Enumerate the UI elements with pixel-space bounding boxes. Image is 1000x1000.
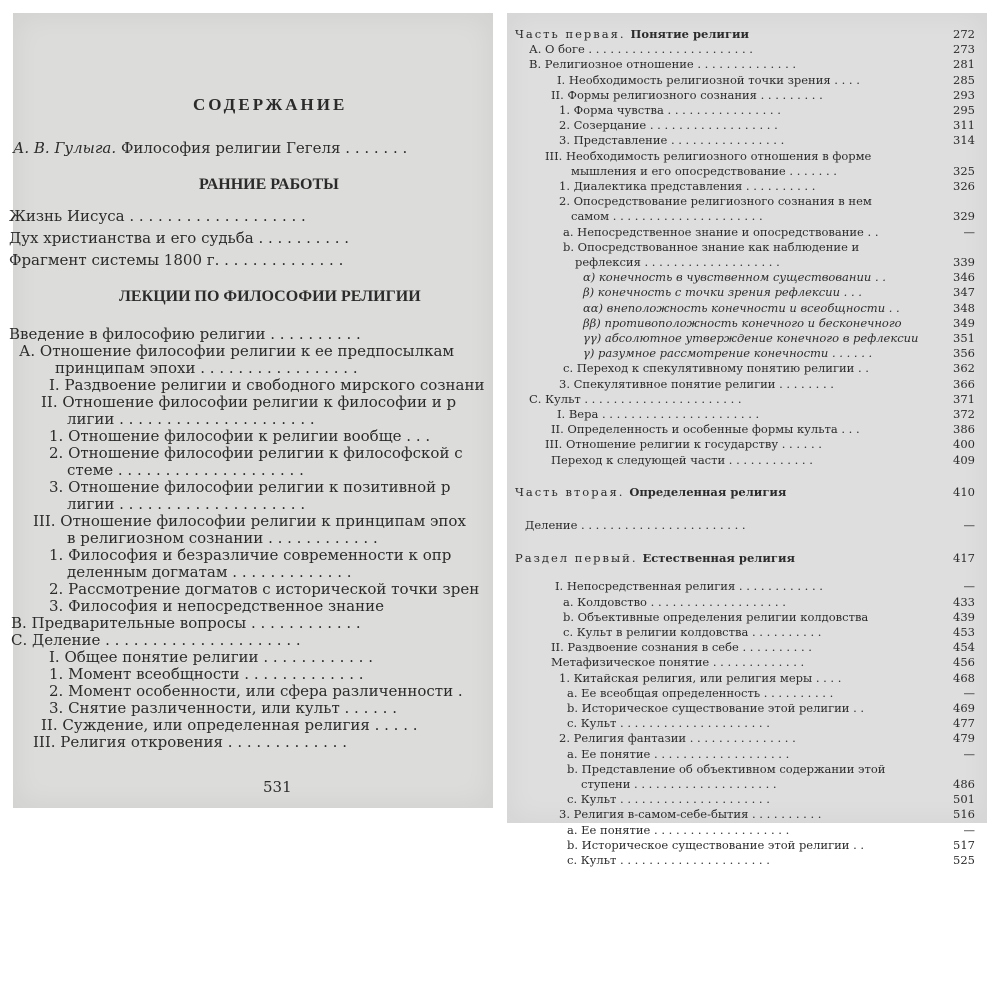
toc-row-text: стеме . . . . . . . . . . . . . . . . . . . . [67,461,304,479]
toc-row [507,73,987,88]
author-line [13,139,407,157]
toc-row-text: γγ) абсолютное утверждение конечного в рефлексии [583,331,919,345]
toc-row [507,610,987,625]
toc-row [507,731,987,746]
toc-row [13,700,493,717]
toc-row-text: β) конечность с точки зрения рефлексии . . . [583,285,862,300]
toc-row-text: деленным догматам . . . . . . . . . . . . . [67,563,352,581]
toc-row [507,437,987,452]
toc-row-text: 2. Рассмотрение догматов с исторической точки зрен [49,580,480,598]
toc-row [507,485,987,500]
toc-page-number: 351 [953,331,975,345]
toc-row [13,530,493,547]
toc-row-text: С. Культ . . . . . . . . . . . . . . . . . . . . . . [529,391,742,406]
toc-page-number: 347 [953,285,975,300]
toc-page-number: 525 [953,853,975,867]
toc-page-number: 339 [953,255,975,269]
toc-page-number: 479 [953,731,975,746]
toc-row [9,229,493,247]
toc-row [507,225,987,240]
toc-row-text: 1. Форма чувства . . . . . . . . . . . . . . . . [559,103,781,117]
toc-row [507,838,987,853]
toc-page-number: — [963,746,975,761]
toc-page-number: 400 [953,437,975,452]
toc-row-text: 3. Религия в-самом-себе-бытия . . . . . . . . . . [559,807,822,822]
toc-page-number: 477 [953,716,975,731]
toc-row [13,496,493,513]
toc-row [507,179,987,194]
toc-row [507,164,987,179]
toc-page-number: 348 [953,300,975,315]
toc-row-text: самом . . . . . . . . . . . . . . . . . . . . . [571,209,763,224]
toc-page-number: 356 [953,346,975,361]
toc-row [507,747,987,762]
toc-row-text: 3. Отношение философии религии к позитивной р [49,478,451,496]
toc-page-number: 272 [953,27,975,41]
part-title: Естественная религия [642,551,795,565]
toc-row [507,133,987,148]
toc-row-text: 2. Момент особенности, или сфера различенности . [49,682,463,700]
toc-row-text: II. Раздвоение сознания в себе . . . . . . . . . . [551,640,812,655]
toc-row-text: b. Историческое существование этой религии . . [567,701,865,715]
toc-page-number: 371 [953,391,975,406]
toc-row [507,453,987,468]
toc-row [507,42,987,57]
toc-row-text: мышления и его опосредствование . . . . . . . [571,163,837,178]
toc-row [507,316,987,331]
toc-page-number: 516 [953,807,975,822]
page-number: 531 [263,778,292,796]
toc-row-text [515,551,795,565]
toc-row [9,251,493,269]
toc-page-number: 346 [953,270,975,285]
toc-row [507,240,987,255]
toc-row-text: I. Вера . . . . . . . . . . . . . . . . . . . . . . [557,407,760,421]
toc-row [507,716,987,731]
toc-row [507,392,987,407]
toc-row [13,632,493,649]
toc-row-text: III. Необходимость религиозного отношения в форме [545,148,872,163]
toc-row-text: ступени . . . . . . . . . . . . . . . . . . . . [581,777,777,791]
toc-row-text: 1. Китайская религия, или религия меры . . . . [559,670,842,685]
toc-row [13,666,493,683]
toc-row-text: a. Ее всеобщая определенность . . . . . . . . . . [567,685,834,700]
toc-row-text: 1. Отношение философии к религии вообще . . . [49,427,431,445]
toc-row [13,428,493,445]
toc-page-number: 349 [953,315,975,330]
early-works-title: РАННИЕ РАБОТЫ [199,176,339,193]
toc-row [507,407,987,422]
toc-row-text: 2. Религия фантазии . . . . . . . . . . . . . . . [559,731,796,746]
toc-page-number: 293 [953,87,975,102]
toc-row-text: Фрагмент системы 1800 г. . . . . . . . . . . . . . [9,251,344,269]
toc-row [13,479,493,496]
toc-page-number: 372 [953,407,975,421]
toc-row-text: γ) разумное рассмотрение конечности . . . . . . [583,346,873,361]
toc-row [507,792,987,807]
toc-page-number: 295 [953,103,975,117]
toc-page-number: 439 [953,609,975,624]
toc-page-number: — [963,518,975,533]
toc-row [507,209,987,224]
toc-row-text: рефлексия . . . . . . . . . . . . . . . . . . . [575,255,780,269]
toc-row-text: I. Непосредственная религия . . . . . . . . . . . . [555,579,823,594]
toc-page-number: 366 [953,376,975,391]
toc-row [507,149,987,164]
toc-row [507,823,987,838]
toc-row [507,671,987,686]
toc-row [13,377,493,394]
toc-row-text: Переход к следующей части . . . . . . . . . . . . [551,452,813,467]
toc-page-number: 501 [953,792,975,807]
toc-row-text: 3. Философия и непосредственное знание [49,597,384,615]
contents-heading: СОДЕРЖАНИЕ [193,95,348,114]
toc-row-text: b. Опосредствованное знание как наблюдение и [563,239,860,254]
toc-row-text: I. Раздвоение религии и свободного мирского сознани [49,376,485,394]
toc-row-text: 2. Опосредствование религиозного сознания в нем [559,194,872,209]
toc-row-text [515,485,786,499]
toc-row-text: b. Представление об объективном содержании этой [567,761,886,776]
toc-row-text: a. Непосредственное знание и опосредствование . . [563,224,879,239]
toc-row-text: принципам эпохи . . . . . . . . . . . . . . . . . [55,359,358,377]
toc-row-text: c. Культ в религии колдовства . . . . . . . . . . [563,625,822,639]
toc-row [507,88,987,103]
toc-row [507,686,987,701]
toc-row [13,615,493,632]
toc-page-number: 469 [953,701,975,715]
toc-row [13,717,493,734]
toc-row-text: 1. Философия и безразличие современности к опр [49,546,452,564]
toc-row [507,807,987,822]
lectures-title: ЛЕКЦИИ ПО ФИЛОСОФИИ РЕЛИГИИ [119,288,421,305]
toc-page-number: 386 [953,422,975,437]
toc-page-number: — [963,685,975,700]
toc-row-text [515,27,749,41]
toc-row-text: I. Общее понятие религии . . . . . . . . . . . . [49,648,373,666]
toc-row-text: c. Культ . . . . . . . . . . . . . . . . . . . . . [567,853,770,867]
toc-row [9,207,493,225]
toc-row [507,27,987,42]
toc-row [507,518,987,533]
toc-row-text: Метафизическое понятие . . . . . . . . . . . . . [551,655,805,670]
toc-row [507,361,987,376]
toc-row-text: лигии . . . . . . . . . . . . . . . . . . . . [67,495,306,513]
toc-row-text: c. Культ . . . . . . . . . . . . . . . . . . . . . [567,792,770,807]
toc-row [507,579,987,594]
toc-row [13,581,493,598]
toc-row-text: 1. Момент всеобщности . . . . . . . . . . . . . [49,665,364,683]
toc-row [507,422,987,437]
toc-row [13,513,493,530]
part-label: Часть первая. [515,27,626,41]
toc-page-number: 517 [953,837,975,852]
toc-page-number: 409 [953,452,975,467]
toc-row-text: 3. Представление . . . . . . . . . . . . . . . . [559,133,785,148]
toc-row-text: a. Ее понятие . . . . . . . . . . . . . . . . . . . [567,746,790,761]
toc-row-text: a. Колдовство . . . . . . . . . . . . . . . . . . . [563,594,786,609]
toc-page-number: 453 [953,625,975,639]
toc-row [13,598,493,615]
toc-row [507,655,987,670]
toc-page-number: 326 [953,179,975,193]
toc-row-text: ββ) противоположность конечного и бесконечного [583,315,902,330]
toc-row-text: 3. Снятие различенности, или культ . . . . . . [49,699,397,717]
toc-page-number: — [963,579,975,594]
toc-page-number: 468 [953,670,975,685]
author-name: А. В. Гулыга. [13,139,117,157]
toc-page-number: 417 [953,551,975,565]
toc-row [507,118,987,133]
toc-row-text: II. Определенность и особенные формы культа . . . [551,422,860,437]
toc-row [13,411,493,428]
toc-row [507,103,987,118]
toc-row-text: II. Суждение, или определенная религия . . . . . [41,716,418,734]
toc-row [13,547,493,564]
toc-row [507,285,987,300]
toc-row [13,462,493,479]
toc-row [13,394,493,411]
toc-row-text: b. Объективные определения религии колдовства [563,609,869,624]
toc-row-text: II. Отношение философии религии к философии и р [41,393,457,411]
toc-row-text: α) конечность в чувственном существовании . . [583,270,886,285]
toc-page-number: 433 [953,594,975,609]
toc-row-text: c. Культ . . . . . . . . . . . . . . . . . . . . . [567,716,770,731]
toc-page-number: 362 [953,361,975,376]
toc-row [13,649,493,666]
toc-page-number: 314 [953,133,975,148]
toc-row-text: I. Необходимость религиозной точки зрения . . . . [557,72,860,87]
toc-row [507,595,987,610]
toc-row-text: II. Формы религиозного сознания . . . . . . . . . [551,87,823,102]
toc-page-number: 285 [953,72,975,87]
toc-row-text: b. Историческое существование этой религии . . [567,837,865,852]
toc-row-text: в религиозном сознании . . . . . . . . . . . . [67,529,378,547]
toc-row [13,445,493,462]
toc-page-number: 456 [953,655,975,670]
toc-row [507,255,987,270]
toc-page-number: 281 [953,57,975,72]
toc-page-number: 273 [953,42,975,57]
toc-row [507,551,987,566]
toc-row-text: III. Религия откровения . . . . . . . . . . . . . [33,733,347,751]
toc-page-number: 486 [953,777,975,791]
toc-row [507,762,987,777]
toc-page-number: — [963,822,975,837]
toc-row-text: 1. Диалектика представления . . . . . . . . . . [559,179,816,193]
toc-row [507,701,987,716]
toc-row [13,343,493,360]
toc-row-text: В. Религиозное отношение . . . . . . . . . . . . . . [529,57,797,72]
toc-page-number: 311 [953,118,975,133]
toc-row-text: III. Отношение философии религии к принципам эпох [33,512,466,530]
toc-page-number: 325 [953,163,975,178]
toc-row [13,360,493,377]
toc-row [507,346,987,361]
toc-row-text: Деление . . . . . . . . . . . . . . . . . . . . . . . [525,518,746,533]
part-label: Часть вторая. [515,485,625,500]
toc-row [507,777,987,792]
toc-row-text: 2. Отношение философии религии к философской с [49,444,463,462]
toc-row-text: лигии . . . . . . . . . . . . . . . . . . . . . [67,410,315,428]
toc-row [507,331,987,346]
toc-row [507,377,987,392]
toc-row-text: c. Переход к спекулятивному понятию религии . . [563,361,869,376]
toc-row [507,853,987,868]
right-page-photo [507,13,987,867]
toc-row-text: 2. Созерцание . . . . . . . . . . . . . . . . . . [559,118,778,133]
toc-row [507,301,987,316]
toc-row-text: А. О боге . . . . . . . . . . . . . . . . . . . . . . . [529,42,753,57]
part-title: Определенная религия [629,485,787,500]
toc-page-number: 410 [953,485,975,500]
toc-row [507,57,987,72]
toc-row-text: 3. Спекулятивное понятие религии . . . . . . . . [559,376,834,391]
toc-row [9,325,493,343]
toc-row [13,564,493,581]
author-title: Философия религии Гегеля . . . . . . . [120,139,408,157]
toc-row-text: III. Отношение религии к государству . . . . . . [545,437,822,452]
toc-row [507,625,987,640]
toc-row-text: С. Деление . . . . . . . . . . . . . . . . . . . . . [11,631,301,649]
toc-row [507,640,987,655]
toc-row-text: Жизнь Иисуса . . . . . . . . . . . . . . . . . . . [9,207,306,225]
toc-page-number: 329 [953,209,975,224]
left-page-photo [9,13,493,808]
toc-row-text: Введение в философию религии . . . . . . . . . . [9,325,361,343]
toc-page-number: — [963,224,975,239]
toc-row-text: αα) внеположность конечности и всеобщности . . [583,300,900,315]
toc-row [507,194,987,209]
toc-row-text: a. Ее понятие . . . . . . . . . . . . . . . . . . . [567,822,790,837]
toc-row-text: А. Отношение философии религии к ее предпосылкам [19,342,455,360]
toc-page-number: 454 [953,640,975,655]
toc-row-text: В. Предварительные вопросы . . . . . . . . . . . . [11,614,361,632]
part-title: Понятие религии [630,27,750,41]
toc-row [13,683,493,700]
toc-row [13,734,493,751]
toc-row-text: Дух христианства и его судьба . . . . . . . . . . [9,229,350,247]
part-label: Раздел первый. [515,551,638,565]
toc-row [507,270,987,285]
